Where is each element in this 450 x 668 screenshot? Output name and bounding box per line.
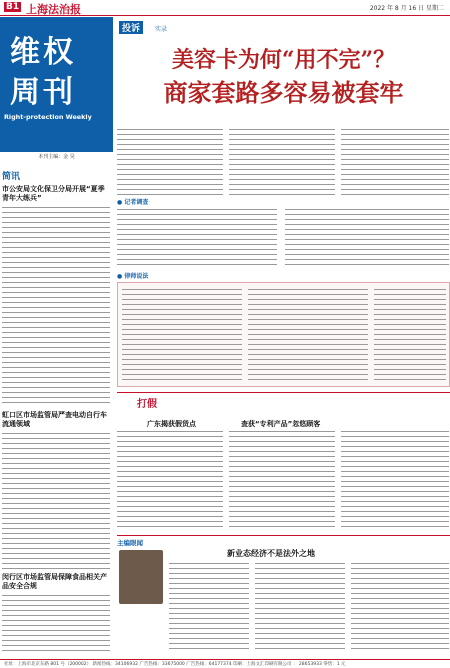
band-col-2	[229, 431, 335, 531]
headline-line-1: 美容卡为何“用不完”？	[171, 47, 396, 73]
bottom-divider	[117, 535, 450, 536]
section-reporter: ● 记者调查	[117, 199, 149, 206]
lead-col-1	[117, 129, 223, 199]
column-tag-sub: 实录	[155, 26, 168, 33]
news-title-1: 市公安局文化保卫分局开展“夏季青年大练兵”	[2, 185, 105, 202]
band-col-1	[117, 431, 223, 531]
author-photo	[119, 550, 163, 604]
band-divider	[117, 392, 450, 393]
news-title-3: 闵行区市场监管局保障食品相关产品安全合规	[2, 573, 107, 590]
paper-name: 上海法治报	[26, 3, 81, 16]
band-title-1: 广东揭获假货点	[147, 420, 196, 428]
news-body-2	[2, 433, 110, 573]
news-title-2: 虹口区市场监管局严查电动自行车流通领域	[2, 411, 107, 428]
bottom-headline: 新业态经济不是法外之地	[227, 549, 315, 558]
headline-line-2: 商家套路多容易被套牢	[163, 78, 404, 107]
section-lawyer: ● 律师说法	[117, 273, 149, 280]
bottom-col-1	[169, 563, 249, 655]
quote-col-3	[374, 289, 446, 384]
bottom-col-3	[351, 563, 449, 655]
lead-col-2	[229, 129, 335, 199]
reporter-body-1	[117, 209, 277, 269]
column-tag: 投诉	[119, 21, 143, 34]
news-body-3	[2, 595, 110, 657]
reporter-body-2	[285, 209, 449, 269]
lead-col-3	[341, 129, 449, 199]
news-body-1	[2, 207, 110, 417]
bottom-col-2	[255, 563, 345, 655]
lawyer-quote-box	[117, 282, 450, 387]
issue-date: 2022 年 8 月 16 日 星期二	[369, 5, 444, 12]
page-footer: 社址：上海市北京东路 801 号（200002） 新闻热线：34106932 广告热线：33675000 广告热线：64177374 印刷：上海文汇印刷有限公司 ： 28653933 零售：1 元	[0, 659, 450, 668]
brand-title-1: 维权	[10, 35, 76, 70]
quote-col-2	[248, 289, 368, 384]
quote-col-1	[122, 289, 242, 384]
section-brand	[0, 17, 113, 152]
left-sidebar	[0, 17, 113, 657]
bottom-column-tag: 主编眼闻	[117, 539, 143, 547]
band-title-2: 查获“专利产品”忽悠顾客	[241, 420, 321, 428]
band-col-3	[341, 431, 449, 531]
editor-line: 本刊主编：金 昊	[38, 154, 75, 160]
brief-section-head: 简讯	[2, 172, 21, 182]
band-tag: 打假	[137, 399, 157, 410]
brand-title-en: Right-protection Weekly	[4, 113, 92, 121]
brand-title-2: 周刊	[10, 75, 76, 110]
masthead-bar	[0, 0, 450, 16]
page-number: B1	[6, 2, 20, 12]
